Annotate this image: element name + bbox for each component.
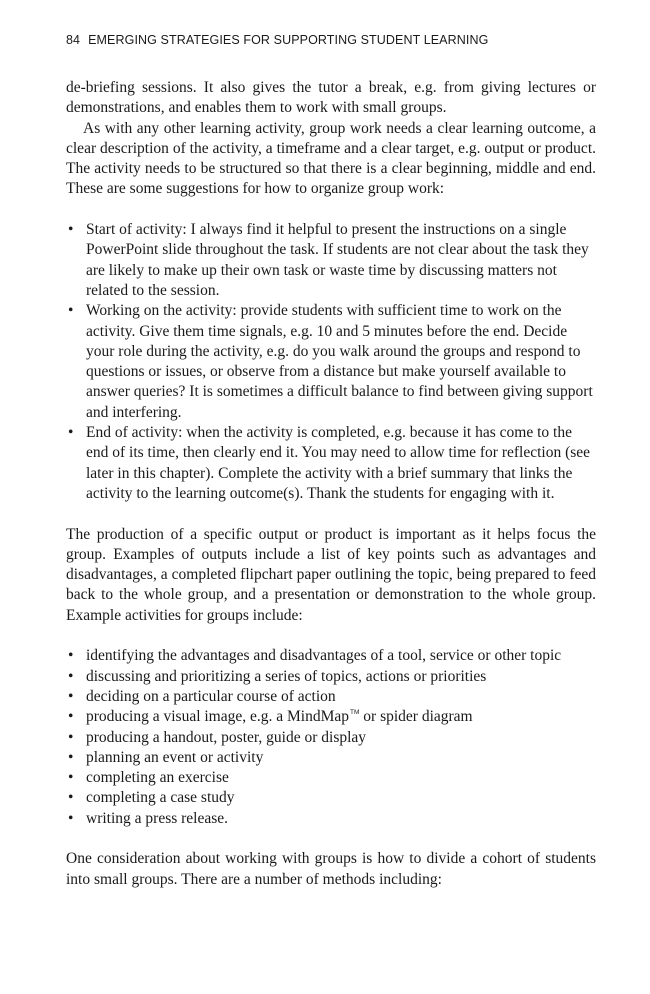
organize-group-work-list (66, 220, 596, 504)
list-item-text-tail: or spider diagram (359, 708, 473, 726)
list-item (66, 707, 596, 727)
list-item (66, 667, 596, 687)
list-item-text: identifying the advantages and disadvantages of a tool, service or other topic (86, 647, 562, 665)
list-item (66, 301, 596, 423)
list-item-text: Start of activity: I always find it helpful to present the instructions on a single PowerPoint slide throughout the task. If students are not clear about the task they are likely to make up their own task or waste time by discussing matters not related to the session. (86, 221, 589, 299)
list-item-text: writing a press release. (86, 809, 229, 827)
paragraph-dividing-groups: One consideration about working with groups is how to divide a cohort of students into small groups. There are a number of methods including: (66, 850, 596, 888)
bullet-icon: • (68, 302, 74, 320)
bullet-icon: • (68, 748, 74, 766)
bullet-icon: • (68, 708, 74, 726)
list-item-text: End of activity: when the activity is completed, e.g. because it has come to the end of its time, then clearly end it. You may need to allow time for reflection (see later in this chapter). Complete the activity with a brief summary that links the activity to the learning outcome(s). Thank the students for engaging with it. (86, 424, 591, 502)
list-item-text: discussing and prioritizing a series of topics, actions or priorities (86, 667, 487, 685)
bullet-icon: • (68, 424, 74, 442)
list-item (66, 788, 596, 808)
list-item (66, 809, 596, 829)
body-text (66, 78, 596, 890)
list-item-text: deciding on a particular course of action (86, 687, 336, 705)
bullet-icon: • (68, 809, 74, 827)
paragraph-group-work-outcome: As with any other learning activity, group work needs a clear learning outcome, a clear description of the activity, a timeframe and a clear target, e.g. output or product. The activity needs to be structured so that there is a clear beginning, middle and end. These are some suggestions for how to organize group work: (66, 119, 596, 198)
running-head-title: EMERGING STRATEGIES FOR SUPPORTING STUDENT LEARNING (88, 33, 489, 47)
list-item-text: producing a visual image, e.g. a MindMap (86, 708, 350, 726)
list-item (66, 220, 596, 301)
bullet-icon: • (68, 667, 74, 685)
page-number: 84 (66, 33, 81, 47)
bullet-icon: • (68, 789, 74, 807)
list-item (66, 748, 596, 768)
list-item-text: planning an event or activity (86, 748, 264, 766)
bullet-icon: • (68, 728, 74, 746)
list-item (66, 768, 596, 788)
list-item-text: Working on the activity: provide students with sufficient time to work on the activity. Give them time signals, e.g. 10 and 5 minutes before the end. Decide your role during the activity, e.g. do you walk around the groups and respond to questions or issues, or observe from a distance but make yourself available to answer queries? It is sometimes a difficult balance to find between giving support and interfering. (86, 302, 593, 421)
paragraph-outputs: The production of a specific output or product is important as it helps focus the group. Examples of outputs include a list of key points such as advantages and disadvantages, a completed flipchart paper outlining the topic, being prepared to feed back to the whole group, and a presentation or demonstration to the whole group. Example activities for groups include: (66, 525, 596, 624)
list-item-text: producing a handout, poster, guide or display (86, 728, 367, 746)
running-head (66, 33, 488, 47)
list-item (66, 728, 596, 748)
trademark-mark: TM (350, 709, 360, 717)
list-item (66, 423, 596, 504)
bullet-icon: • (68, 687, 74, 705)
example-activities-list (66, 646, 596, 829)
list-item-text: completing an exercise (86, 769, 229, 787)
bullet-icon: • (68, 769, 74, 787)
bullet-icon: • (68, 221, 74, 239)
list-item (66, 646, 596, 666)
list-item-text: completing a case study (86, 789, 235, 807)
paragraph-continuation: de-briefing sessions. It also gives the tutor a break, e.g. from giving lectures or demonstrations, and enables them to work with small groups. (66, 79, 596, 117)
bullet-icon: • (68, 647, 74, 665)
list-item (66, 687, 596, 707)
